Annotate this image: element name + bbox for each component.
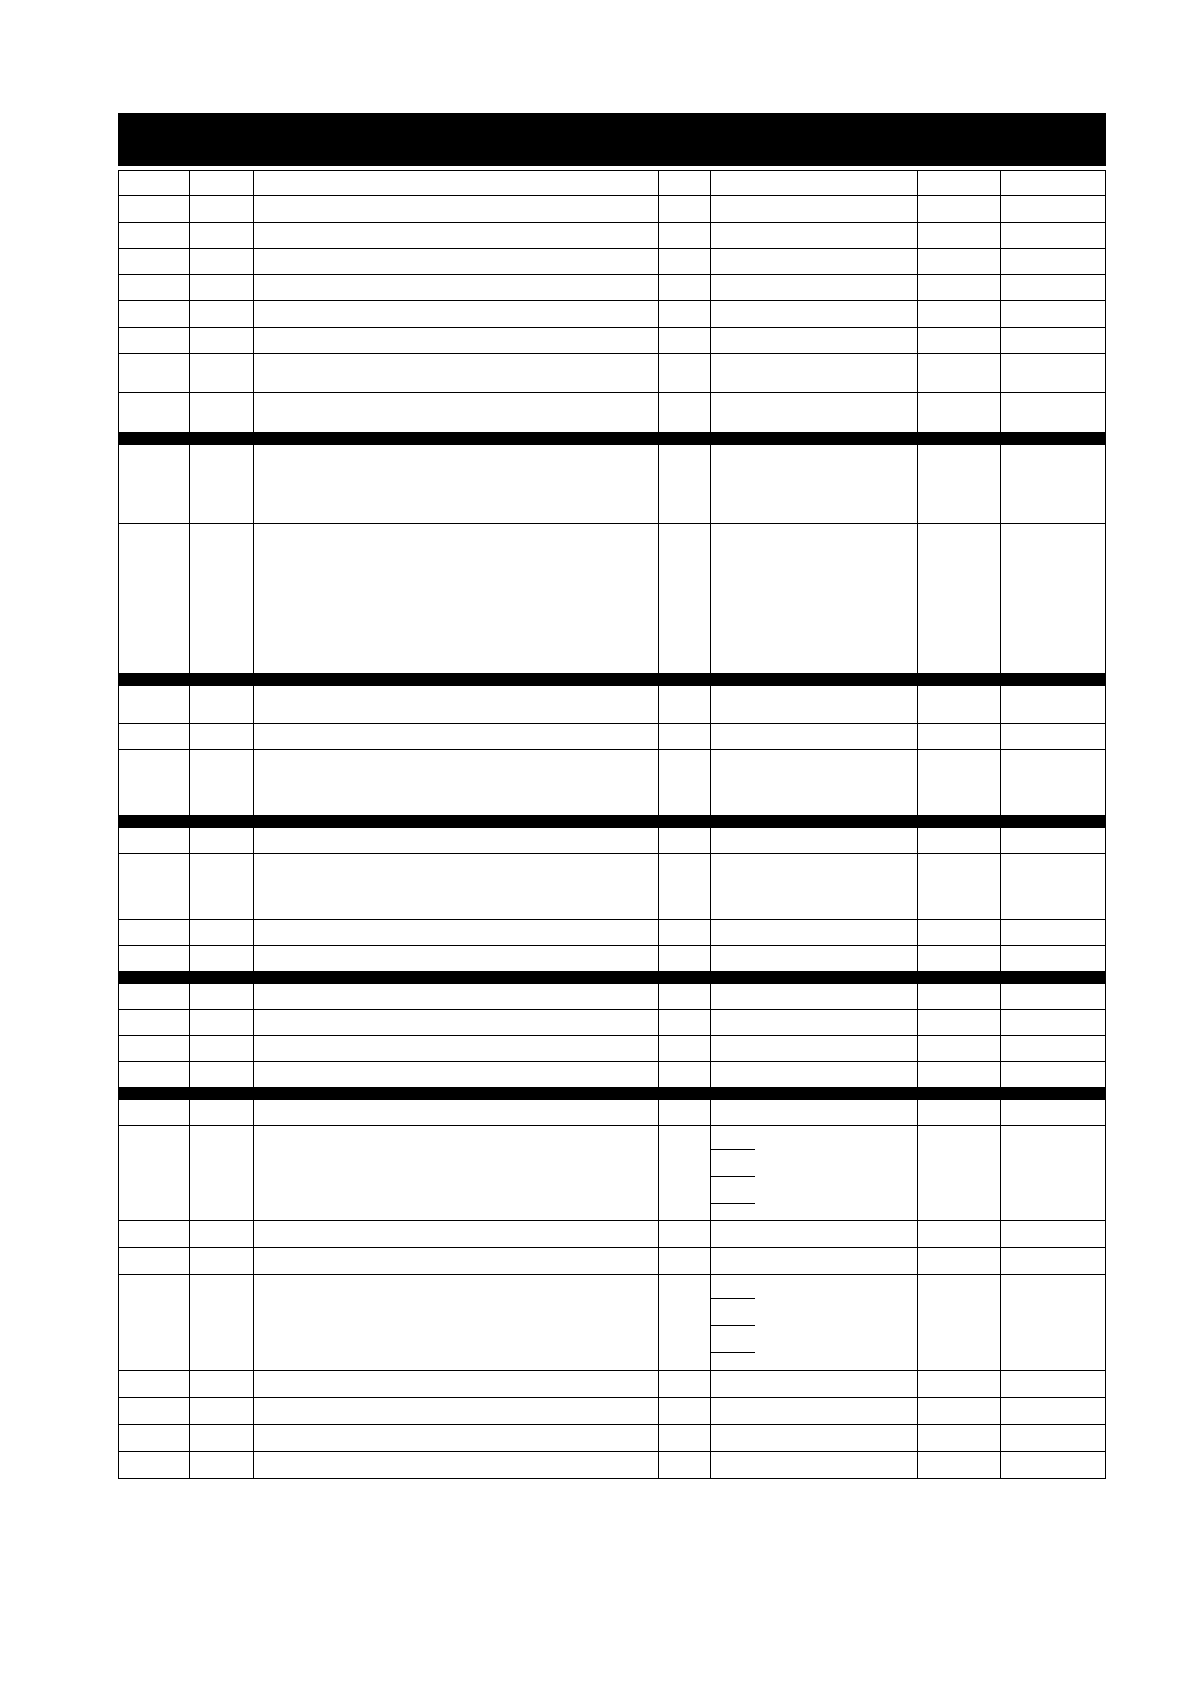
table-cell	[253, 301, 254, 327]
table-cell	[189, 171, 190, 195]
table-row	[118, 828, 1106, 854]
table-row	[118, 1425, 1106, 1452]
table-cell	[1000, 223, 1001, 248]
table-cell	[189, 1398, 190, 1424]
table-cell	[710, 854, 711, 919]
table-cell	[1000, 686, 1001, 723]
table-cell	[710, 1371, 711, 1397]
table-cell	[253, 1425, 254, 1451]
table-cell	[189, 1371, 190, 1397]
table-cell	[189, 1126, 190, 1220]
fill-in-line[interactable]	[711, 1203, 755, 1204]
table-row	[118, 301, 1106, 328]
table-cell	[658, 275, 659, 300]
table-cell	[658, 249, 659, 274]
table-cell	[917, 301, 918, 327]
table-row	[118, 354, 1106, 393]
table-cell	[253, 920, 254, 945]
table-cell	[189, 724, 190, 749]
table-cell	[917, 1371, 918, 1397]
table-cell	[189, 524, 190, 673]
table-row	[118, 686, 1106, 724]
form-header-bar	[118, 113, 1106, 166]
table-cell	[917, 724, 918, 749]
table-cell	[658, 445, 659, 523]
table-cell	[917, 828, 918, 853]
table-cell	[658, 1425, 659, 1451]
table-row	[118, 223, 1106, 249]
section-divider	[118, 816, 1106, 828]
table-cell	[189, 328, 190, 353]
table-cell	[710, 686, 711, 723]
table-cell	[658, 1036, 659, 1061]
table-cell	[710, 1062, 711, 1087]
table-cell	[1000, 393, 1001, 432]
table-cell	[189, 920, 190, 945]
table-cell	[189, 223, 190, 248]
table-cell	[710, 354, 711, 392]
table-cell	[917, 354, 918, 392]
table-row	[118, 170, 1106, 196]
table-cell	[917, 223, 918, 248]
table-cell	[189, 686, 190, 723]
table-cell	[917, 920, 918, 945]
table-cell	[253, 1062, 254, 1087]
table-cell	[1000, 1036, 1001, 1061]
table-cell	[253, 354, 254, 392]
table-row	[118, 1036, 1106, 1062]
table-cell	[1000, 1275, 1001, 1370]
table-row	[118, 1221, 1106, 1248]
table-cell	[710, 750, 711, 815]
table-cell	[917, 1398, 918, 1424]
table-cell	[253, 171, 254, 195]
table-cell	[189, 275, 190, 300]
table-cell	[917, 1062, 918, 1087]
table-cell	[658, 354, 659, 392]
table-row	[118, 1248, 1106, 1275]
table-cell	[253, 223, 254, 248]
table-cell	[658, 171, 659, 195]
table-row	[118, 724, 1106, 750]
fill-in-line[interactable]	[711, 1149, 755, 1150]
table-cell	[253, 1371, 254, 1397]
table-cell	[253, 1248, 254, 1274]
table-cell	[1000, 301, 1001, 327]
table-cell	[189, 1275, 190, 1370]
table-cell	[917, 524, 918, 673]
table-cell	[917, 1036, 918, 1061]
table-cell	[189, 1452, 190, 1478]
table-cell	[710, 828, 711, 853]
checklist-grid	[118, 170, 1106, 1479]
table-cell	[658, 750, 659, 815]
table-cell	[917, 196, 918, 222]
table-cell	[1000, 828, 1001, 853]
table-cell	[1000, 1126, 1001, 1220]
table-cell	[710, 196, 711, 222]
table-cell	[253, 445, 254, 523]
section-divider	[118, 1088, 1106, 1100]
table-cell	[658, 920, 659, 945]
fill-in-line[interactable]	[711, 1176, 755, 1177]
table-cell	[710, 393, 711, 432]
table-cell	[710, 223, 711, 248]
table-row	[118, 445, 1106, 524]
table-cell	[917, 1425, 918, 1451]
table-row	[118, 328, 1106, 354]
table-cell	[253, 1221, 254, 1247]
table-cell	[710, 301, 711, 327]
table-cell	[253, 1275, 254, 1370]
table-cell	[710, 946, 711, 971]
table-cell	[189, 445, 190, 523]
table-cell	[253, 1010, 254, 1035]
table-cell	[658, 1126, 659, 1220]
table-cell	[917, 1010, 918, 1035]
table-cell	[189, 1036, 190, 1061]
table-row	[118, 196, 1106, 223]
table-cell	[253, 1036, 254, 1061]
table-cell	[1000, 1371, 1001, 1397]
table-cell	[658, 724, 659, 749]
table-cell	[658, 301, 659, 327]
table-cell	[1000, 1248, 1001, 1274]
table-cell	[1000, 920, 1001, 945]
table-cell	[917, 1275, 918, 1370]
table-row	[118, 393, 1106, 433]
table-cell	[253, 249, 254, 274]
table-cell	[658, 1398, 659, 1424]
table-cell	[1000, 1398, 1001, 1424]
table-row	[118, 524, 1106, 674]
table-row	[118, 1100, 1106, 1126]
table-row	[118, 275, 1106, 301]
table-cell	[1000, 524, 1001, 673]
section-divider	[118, 674, 1106, 686]
table-cell	[189, 984, 190, 1009]
table-cell	[658, 393, 659, 432]
table-cell	[710, 1221, 711, 1247]
table-cell	[253, 1452, 254, 1478]
table-cell	[917, 1221, 918, 1247]
table-row	[118, 1398, 1106, 1425]
fill-in-line[interactable]	[711, 1352, 755, 1353]
table-cell	[710, 1036, 711, 1061]
fill-in-line[interactable]	[711, 1325, 755, 1326]
table-cell	[1000, 249, 1001, 274]
table-cell	[710, 1452, 711, 1478]
table-cell	[658, 828, 659, 853]
table-cell	[917, 393, 918, 432]
table-cell	[253, 946, 254, 971]
table-cell	[710, 1126, 711, 1220]
section-divider	[118, 433, 1106, 445]
table-cell	[658, 223, 659, 248]
table-cell	[917, 275, 918, 300]
table-cell	[710, 1010, 711, 1035]
table-cell	[189, 196, 190, 222]
table-cell	[1000, 1100, 1001, 1125]
table-cell	[917, 1126, 918, 1220]
table-cell	[1000, 724, 1001, 749]
table-cell	[189, 828, 190, 853]
table-cell	[189, 1100, 190, 1125]
table-cell	[710, 920, 711, 945]
table-cell	[917, 1100, 918, 1125]
table-cell	[1000, 750, 1001, 815]
table-cell	[917, 686, 918, 723]
table-row	[118, 750, 1106, 816]
table-cell	[1000, 946, 1001, 971]
section-divider	[118, 972, 1106, 984]
table-cell	[917, 946, 918, 971]
table-cell	[253, 1398, 254, 1424]
table-cell	[189, 393, 190, 432]
table-cell	[710, 328, 711, 353]
table-cell	[710, 524, 711, 673]
table-row	[118, 946, 1106, 972]
table-cell	[917, 445, 918, 523]
table-row	[118, 1371, 1106, 1398]
table-cell	[1000, 275, 1001, 300]
table-cell	[917, 1248, 918, 1274]
table-cell	[1000, 1425, 1001, 1451]
table-cell	[658, 1275, 659, 1370]
table-cell	[189, 301, 190, 327]
table-cell	[710, 1398, 711, 1424]
table-cell	[658, 196, 659, 222]
table-cell	[189, 249, 190, 274]
table-cell	[658, 1062, 659, 1087]
table-cell	[710, 724, 711, 749]
table-cell	[658, 1221, 659, 1247]
table-cell	[658, 1248, 659, 1274]
table-cell	[1000, 171, 1001, 195]
table-cell	[1000, 328, 1001, 353]
table-cell	[189, 1221, 190, 1247]
table-cell	[917, 854, 918, 919]
table-cell	[1000, 1221, 1001, 1247]
table-cell	[1000, 984, 1001, 1009]
table-cell	[189, 1248, 190, 1274]
table-cell	[189, 1010, 190, 1035]
table-cell	[253, 1100, 254, 1125]
table-row	[118, 249, 1106, 275]
table-row	[118, 1126, 1106, 1221]
table-cell	[1000, 1010, 1001, 1035]
table-cell	[658, 854, 659, 919]
table-row	[118, 854, 1106, 920]
table-row	[118, 920, 1106, 946]
table-cell	[710, 984, 711, 1009]
table-row	[118, 1010, 1106, 1036]
table-cell	[253, 984, 254, 1009]
table-cell	[658, 1100, 659, 1125]
table-row	[118, 984, 1106, 1010]
table-cell	[917, 171, 918, 195]
table-row	[118, 1062, 1106, 1088]
table-cell	[658, 946, 659, 971]
table-cell	[253, 393, 254, 432]
table-cell	[253, 275, 254, 300]
table-cell	[189, 1062, 190, 1087]
table-cell	[1000, 854, 1001, 919]
table-cell	[917, 984, 918, 1009]
table-cell	[189, 354, 190, 392]
table-cell	[917, 249, 918, 274]
table-row	[118, 1452, 1106, 1479]
table-cell	[253, 1126, 254, 1220]
table-cell	[253, 196, 254, 222]
table-cell	[253, 328, 254, 353]
table-cell	[710, 275, 711, 300]
table-cell	[189, 854, 190, 919]
table-cell	[253, 750, 254, 815]
table-cell	[658, 328, 659, 353]
table-cell	[658, 524, 659, 673]
table-row	[118, 1275, 1106, 1371]
table-cell	[710, 1248, 711, 1274]
table-cell	[253, 524, 254, 673]
table-cell	[710, 1275, 711, 1370]
table-cell	[658, 984, 659, 1009]
table-cell	[710, 445, 711, 523]
table-cell	[253, 854, 254, 919]
table-cell	[189, 750, 190, 815]
table-cell	[253, 686, 254, 723]
table-cell	[658, 686, 659, 723]
table-cell	[189, 946, 190, 971]
table-cell	[710, 1100, 711, 1125]
table-cell	[710, 249, 711, 274]
table-cell	[710, 1425, 711, 1451]
table-cell	[253, 724, 254, 749]
table-cell	[658, 1010, 659, 1035]
table-cell	[1000, 445, 1001, 523]
table-cell	[917, 1452, 918, 1478]
table-cell	[917, 750, 918, 815]
table-cell	[1000, 1062, 1001, 1087]
table-cell	[658, 1371, 659, 1397]
table-cell	[1000, 1452, 1001, 1478]
table-cell	[917, 328, 918, 353]
table-cell	[253, 828, 254, 853]
table-cell	[1000, 354, 1001, 392]
table-cell	[658, 1452, 659, 1478]
table-cell	[189, 1425, 190, 1451]
table-cell	[1000, 196, 1001, 222]
table-cell	[710, 171, 711, 195]
fill-in-line[interactable]	[711, 1298, 755, 1299]
